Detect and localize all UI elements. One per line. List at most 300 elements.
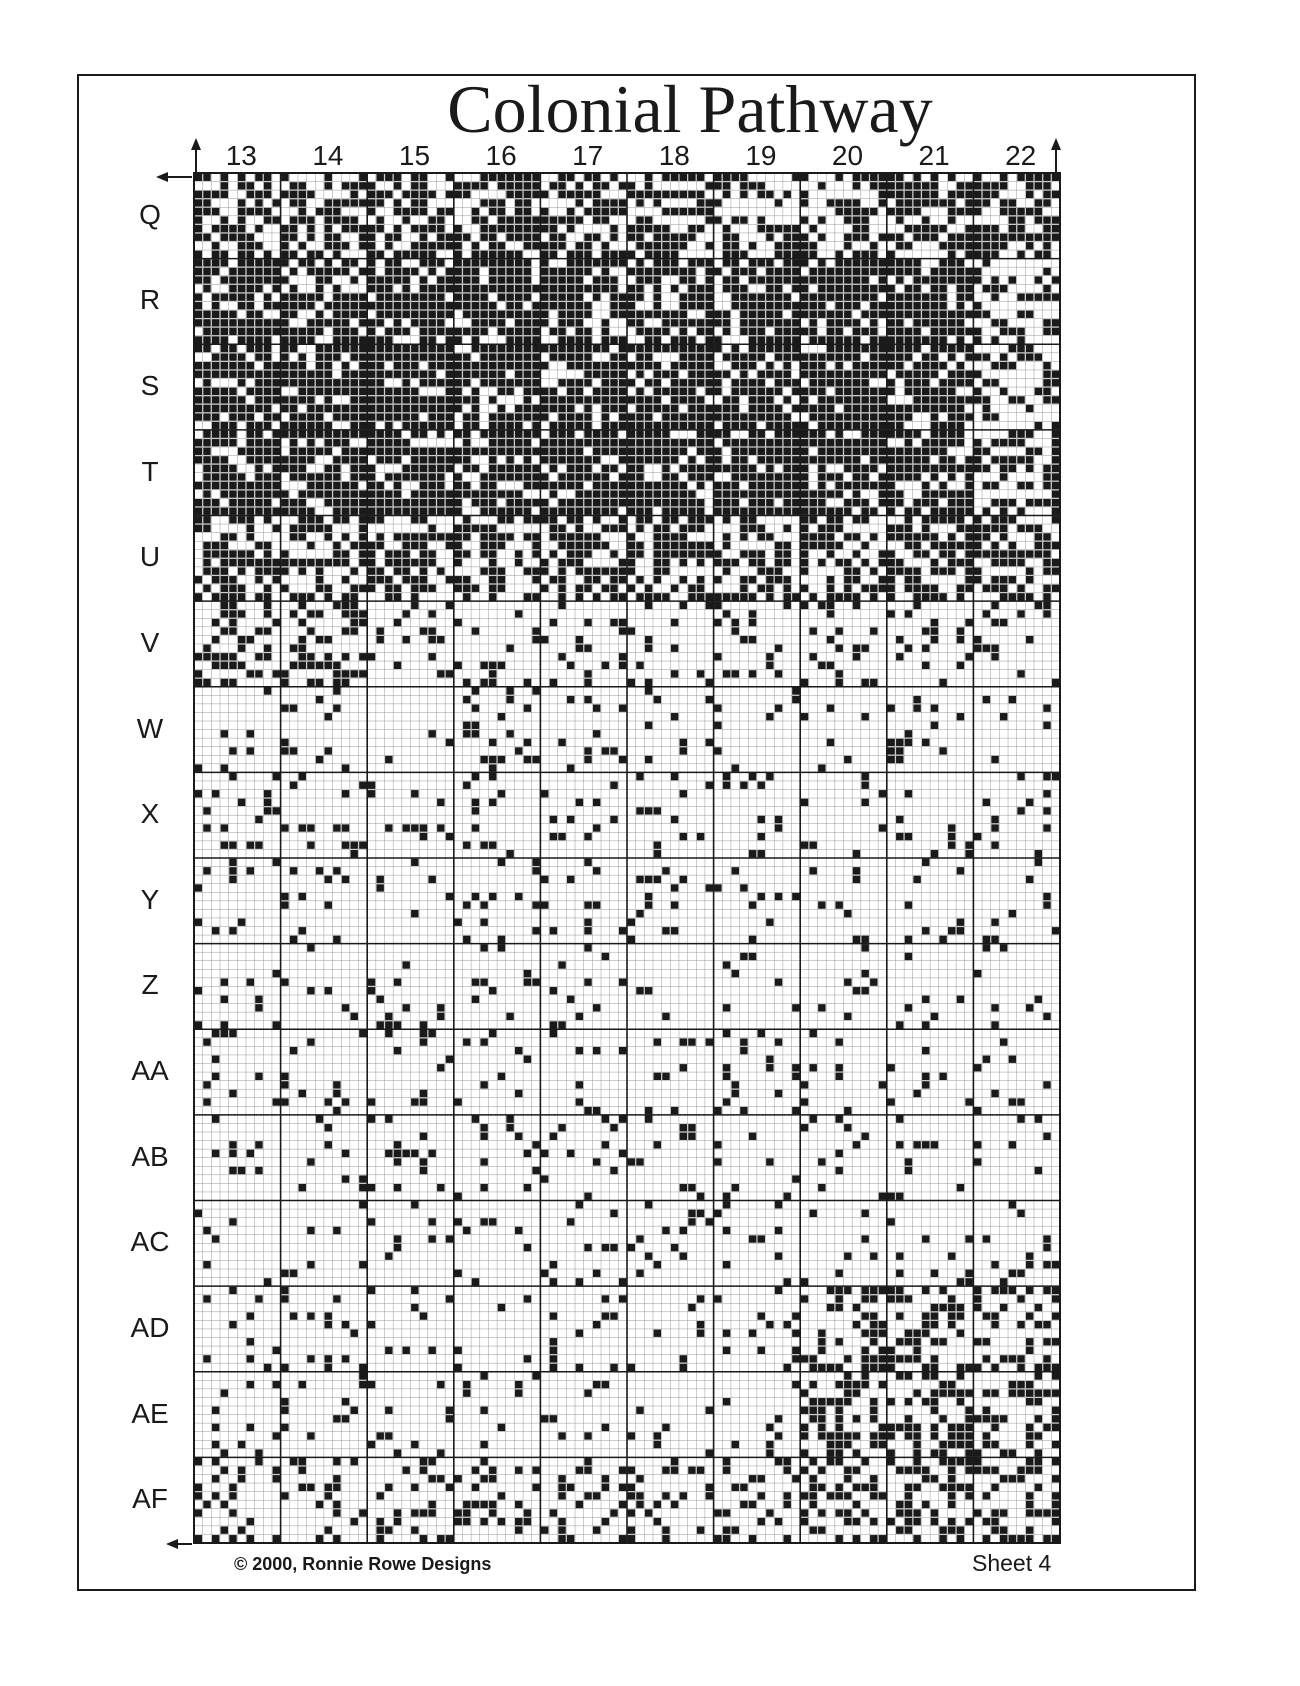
stitch-cell: [325, 216, 332, 223]
stitch-cell: [1052, 234, 1059, 241]
stitch-cell: [1035, 422, 1042, 429]
stitch-cell: [697, 396, 704, 403]
stitch-cell: [498, 379, 505, 386]
stitch-cell: [411, 456, 418, 463]
stitch-cell: [922, 645, 929, 652]
stitch-cell: [1043, 1355, 1050, 1362]
stitch-cell: [368, 182, 375, 189]
stitch-cell: [636, 268, 643, 275]
stitch-cell: [368, 396, 375, 403]
stitch-cell: [212, 482, 219, 489]
stitch-cell: [680, 379, 687, 386]
stitch-cell: [827, 285, 834, 292]
stitch-cell: [299, 773, 306, 780]
stitch-cell: [247, 242, 254, 249]
stitch-cell: [368, 490, 375, 497]
stitch-cell: [498, 567, 505, 574]
stitch-cell: [454, 1270, 461, 1277]
stitch-cell: [680, 1355, 687, 1362]
stitch-cell: [680, 422, 687, 429]
stitch-cell: [489, 353, 496, 360]
stitch-cell: [835, 679, 842, 686]
stitch-cell: [619, 208, 626, 215]
stitch-cell: [247, 388, 254, 395]
stitch-cell: [472, 978, 479, 985]
stitch-cell: [463, 722, 470, 729]
stitch-cell: [844, 336, 851, 343]
stitch-cell: [203, 550, 210, 557]
stitch-cell: [844, 1381, 851, 1388]
stitch-cell: [991, 619, 998, 626]
stitch-cell: [732, 362, 739, 369]
stitch-cell: [861, 276, 868, 283]
stitch-cell: [333, 679, 340, 686]
stitch-cell: [498, 1073, 505, 1080]
stitch-cell: [775, 430, 782, 437]
stitch-cell: [550, 216, 557, 223]
stitch-cell: [255, 456, 262, 463]
stitch-cell: [948, 191, 955, 198]
stitch-cell: [255, 499, 262, 506]
stitch-cell: [316, 285, 323, 292]
stitch-cell: [1052, 1338, 1059, 1345]
stitch-cell: [359, 371, 366, 378]
stitch-cell: [801, 199, 808, 206]
stitch-cell: [454, 182, 461, 189]
stitch-cell: [238, 585, 245, 592]
stitch-cell: [957, 1184, 964, 1191]
stitch-cell: [446, 336, 453, 343]
stitch-cell: [870, 1535, 877, 1542]
stitch-cell: [610, 405, 617, 412]
stitch-cell: [385, 311, 392, 318]
stitch-cell: [1000, 550, 1007, 557]
stitch-cell: [238, 636, 245, 643]
stitch-cell: [818, 1158, 825, 1165]
stitch-cell: [229, 773, 236, 780]
stitch-cell: [861, 234, 868, 241]
stitch-cell: [697, 448, 704, 455]
stitch-cell: [939, 422, 946, 429]
stitch-cell: [922, 302, 929, 309]
stitch-cell: [264, 602, 271, 609]
stitch-cell: [775, 1415, 782, 1422]
stitch-cell: [368, 782, 375, 789]
stitch-cell: [1035, 499, 1042, 506]
stitch-cell: [870, 1475, 877, 1482]
stitch-cell: [827, 422, 834, 429]
stitch-cell: [454, 1475, 461, 1482]
stitch-cell: [281, 1295, 288, 1302]
stitch-cell: [541, 405, 548, 412]
stitch-cell: [974, 833, 981, 840]
stitch-cell: [359, 242, 366, 249]
stitch-cell: [203, 268, 210, 275]
stitch-cell: [879, 413, 886, 420]
stitch-cell: [221, 293, 228, 300]
stitch-cell: [437, 1535, 444, 1542]
stitch-cell: [229, 1030, 236, 1037]
stitch-cell: [541, 216, 548, 223]
stitch-cell: [515, 276, 522, 283]
stitch-cell: [965, 1270, 972, 1277]
stitch-cell: [498, 353, 505, 360]
stitch-cell: [957, 927, 964, 934]
stitch-cell: [333, 234, 340, 241]
stitch-cell: [593, 216, 600, 223]
stitch-cell: [922, 482, 929, 489]
stitch-cell: [463, 182, 470, 189]
stitch-cell: [905, 576, 912, 583]
stitch-cell: [654, 1038, 661, 1045]
stitch-cell: [835, 251, 842, 258]
stitch-cell: [325, 1312, 332, 1319]
stitch-cell: [732, 619, 739, 626]
stitch-cell: [688, 456, 695, 463]
stitch-cell: [602, 371, 609, 378]
stitch-cell: [870, 413, 877, 420]
stitch-cell: [558, 311, 565, 318]
stitch-cell: [792, 687, 799, 694]
stitch-cell: [342, 533, 349, 540]
stitch-cell: [861, 679, 868, 686]
stitch-cell: [809, 533, 816, 540]
stitch-cell: [654, 482, 661, 489]
stitch-cell: [212, 1458, 219, 1465]
stitch-cell: [758, 379, 765, 386]
stitch-cell: [671, 585, 678, 592]
stitch-cell: [835, 208, 842, 215]
stitch-cell: [974, 276, 981, 283]
stitch-cell: [1009, 576, 1016, 583]
stitch-cell: [273, 1467, 280, 1474]
stitch-cell: [480, 174, 487, 181]
stitch-cell: [541, 345, 548, 352]
stitch-cell: [454, 293, 461, 300]
stitch-cell: [350, 1518, 357, 1525]
stitch-cell: [437, 216, 444, 223]
stitch-cell: [913, 268, 920, 275]
stitch-cell: [602, 285, 609, 292]
stitch-cell: [775, 893, 782, 900]
stitch-cell: [861, 448, 868, 455]
stitch-cell: [558, 345, 565, 352]
stitch-cell: [654, 311, 661, 318]
stitch-cell: [255, 439, 262, 446]
stitch-cell: [446, 242, 453, 249]
stitch-cell: [887, 585, 894, 592]
stitch-cell: [255, 996, 262, 1003]
stitch-cell: [385, 336, 392, 343]
stitch-cell: [939, 225, 946, 232]
stitch-cell: [229, 293, 236, 300]
stitch-cell: [801, 1389, 808, 1396]
stitch-cell: [758, 276, 765, 283]
stitch-cell: [489, 490, 496, 497]
stitch-cell: [948, 1295, 955, 1302]
stitch-cell: [428, 422, 435, 429]
stitch-cell: [628, 430, 635, 437]
stitch-cell: [368, 482, 375, 489]
stitch-cell: [212, 371, 219, 378]
stitch-cell: [827, 602, 834, 609]
stitch-cell: [879, 285, 886, 292]
stitch-cell: [281, 225, 288, 232]
stitch-cell: [688, 379, 695, 386]
stitch-cell: [229, 1509, 236, 1516]
stitch-cell: [584, 550, 591, 557]
stitch-cell: [1026, 1287, 1033, 1294]
stitch-cell: [827, 293, 834, 300]
stitch-cell: [368, 653, 375, 660]
stitch-cell: [887, 1218, 894, 1225]
stitch-cell: [706, 405, 713, 412]
stitch-cell: [350, 482, 357, 489]
stitch-cell: [801, 216, 808, 223]
stitch-cell: [706, 422, 713, 429]
stitch-cell: [783, 259, 790, 266]
stitch-cell: [1009, 1098, 1016, 1105]
stitch-cell: [411, 516, 418, 523]
stitch-cell: [602, 747, 609, 754]
stitch-cell: [385, 1484, 392, 1491]
stitch-cell: [229, 396, 236, 403]
stitch-cell: [584, 405, 591, 412]
stitch-cell: [541, 1526, 548, 1533]
stitch-cell: [870, 1415, 877, 1422]
stitch-cell: [541, 585, 548, 592]
stitch-cell: [844, 1518, 851, 1525]
stitch-cell: [749, 259, 756, 266]
stitch-cell: [195, 1535, 202, 1542]
stitch-cell: [714, 482, 721, 489]
stitch-cell: [835, 293, 842, 300]
stitch-cell: [783, 508, 790, 515]
stitch-cell: [957, 430, 964, 437]
stitch-cell: [818, 490, 825, 497]
stitch-cell: [558, 276, 565, 283]
stitch-cell: [489, 739, 496, 746]
stitch-cell: [628, 1158, 635, 1165]
stitch-cell: [541, 396, 548, 403]
stitch-cell: [775, 336, 782, 343]
stitch-cell: [506, 533, 513, 540]
stitch-cell: [567, 465, 574, 472]
stitch-cell: [628, 448, 635, 455]
stitch-cell: [238, 610, 245, 617]
stitch-cell: [221, 585, 228, 592]
stitch-cell: [827, 585, 834, 592]
stitch-cell: [662, 1013, 669, 1020]
stitch-cell: [628, 1244, 635, 1251]
stitch-cell: [706, 371, 713, 378]
stitch-cell: [567, 456, 574, 463]
stitch-cell: [688, 439, 695, 446]
stitch-cell: [212, 405, 219, 412]
stitch-cell: [905, 1492, 912, 1499]
stitch-cell: [446, 405, 453, 412]
stitch-cell: [221, 730, 228, 737]
stitch-cell: [532, 388, 539, 395]
stitch-cell: [827, 542, 834, 549]
stitch-cell: [307, 1261, 314, 1268]
stitch-cell: [428, 473, 435, 480]
stitch-cell: [645, 413, 652, 420]
stitch-cell: [281, 499, 288, 506]
stitch-cell: [887, 422, 894, 429]
stitch-cell: [515, 610, 522, 617]
stitch-cell: [1052, 379, 1059, 386]
stitch-cell: [550, 508, 557, 515]
stitch-cell: [853, 653, 860, 660]
stitch-cell: [1052, 319, 1059, 326]
stitch-cell: [896, 191, 903, 198]
stitch-cell: [931, 405, 938, 412]
stitch-cell: [671, 499, 678, 506]
stitch-cell: [783, 336, 790, 343]
stitch-cell: [532, 371, 539, 378]
stitch-cell: [827, 636, 834, 643]
stitch-cell: [939, 1073, 946, 1080]
stitch-cell: [896, 1193, 903, 1200]
stitch-cell: [671, 268, 678, 275]
stitch-cell: [974, 311, 981, 318]
stitch-cell: [203, 191, 210, 198]
stitch-cell: [913, 1509, 920, 1516]
stitch-cell: [229, 1141, 236, 1148]
row-label: R: [139, 284, 161, 316]
stitch-cell: [844, 1492, 851, 1499]
stitch-cell: [238, 499, 245, 506]
stitch-cell: [723, 405, 730, 412]
stitch-cell: [472, 807, 479, 814]
stitch-cell: [861, 362, 868, 369]
stitch-cell: [965, 234, 972, 241]
stitch-cell: [913, 1484, 920, 1491]
stitch-cell: [437, 1381, 444, 1388]
stitch-cell: [965, 191, 972, 198]
stitch-cell: [498, 859, 505, 866]
stitch-cell: [602, 396, 609, 403]
stitch-cell: [1043, 328, 1050, 335]
stitch-cell: [948, 208, 955, 215]
stitch-cell: [299, 336, 306, 343]
stitch-cell: [394, 533, 401, 540]
stitch-cell: [879, 456, 886, 463]
stitch-cell: [671, 439, 678, 446]
stitch-cell: [316, 610, 323, 617]
stitch-cell: [835, 448, 842, 455]
stitch-cell: [350, 216, 357, 223]
stitch-cell: [913, 1330, 920, 1337]
stitch-cell: [853, 234, 860, 241]
stitch-cell: [264, 268, 271, 275]
stitch-cell: [723, 465, 730, 472]
stitch-cell: [368, 388, 375, 395]
stitch-cell: [394, 550, 401, 557]
stitch-cell: [532, 473, 539, 480]
stitch-cell: [671, 773, 678, 780]
stitch-cell: [983, 1056, 990, 1063]
stitch-cell: [350, 328, 357, 335]
stitch-cell: [255, 336, 262, 343]
stitch-cell: [991, 1441, 998, 1448]
stitch-cell: [706, 388, 713, 395]
stitch-cell: [827, 345, 834, 352]
stitch-cell: [905, 833, 912, 840]
stitch-cell: [273, 302, 280, 309]
stitch-cell: [844, 756, 851, 763]
stitch-cell: [931, 593, 938, 600]
stitch-cell: [541, 516, 548, 523]
stitch-cell: [801, 430, 808, 437]
stitch-cell: [688, 396, 695, 403]
stitch-cell: [783, 576, 790, 583]
stitch-cell: [654, 1141, 661, 1148]
stitch-cell: [818, 1526, 825, 1533]
stitch-cell: [818, 353, 825, 360]
stitch-cell: [905, 1484, 912, 1491]
stitch-cell: [480, 182, 487, 189]
stitch-cell: [835, 1535, 842, 1542]
stitch-cell: [628, 182, 635, 189]
stitch-cell: [636, 1270, 643, 1277]
stitch-cell: [1017, 1381, 1024, 1388]
stitch-cell: [394, 978, 401, 985]
stitch-cell: [766, 508, 773, 515]
stitch-cell: [446, 1535, 453, 1542]
stitch-cell: [948, 473, 955, 480]
stitch-cell: [264, 1364, 271, 1371]
stitch-cell: [939, 516, 946, 523]
stitch-cell: [801, 490, 808, 497]
stitch-cell: [506, 293, 513, 300]
stitch-cell: [645, 251, 652, 258]
stitch-cell: [350, 850, 357, 857]
stitch-cell: [446, 499, 453, 506]
stitch-cell: [766, 422, 773, 429]
stitch-cell: [732, 174, 739, 181]
stitch-cell: [939, 465, 946, 472]
stitch-cell: [454, 430, 461, 437]
stitch-cell: [203, 379, 210, 386]
stitch-cell: [446, 1407, 453, 1414]
stitch-cell: [827, 276, 834, 283]
stitch-cell: [515, 336, 522, 343]
stitch-cell: [290, 430, 297, 437]
stitch-cell: [264, 182, 271, 189]
stitch-cell: [255, 1004, 262, 1011]
stitch-cell: [931, 1304, 938, 1311]
stitch-cell: [965, 1458, 972, 1465]
stitch-cell: [498, 208, 505, 215]
stitch-cell: [368, 336, 375, 343]
stitch-cell: [887, 704, 894, 711]
stitch-cell: [628, 1509, 635, 1516]
stitch-cell: [749, 636, 756, 643]
stitch-cell: [446, 379, 453, 386]
stitch-cell: [636, 987, 643, 994]
stitch-cell: [628, 379, 635, 386]
stitch-cell: [861, 559, 868, 566]
stitch-cell: [957, 499, 964, 506]
stitch-cell: [273, 216, 280, 223]
stitch-cell: [238, 225, 245, 232]
stitch-cell: [238, 567, 245, 574]
stitch-cell: [316, 311, 323, 318]
stitch-cell: [299, 567, 306, 574]
stitch-cell: [411, 371, 418, 378]
